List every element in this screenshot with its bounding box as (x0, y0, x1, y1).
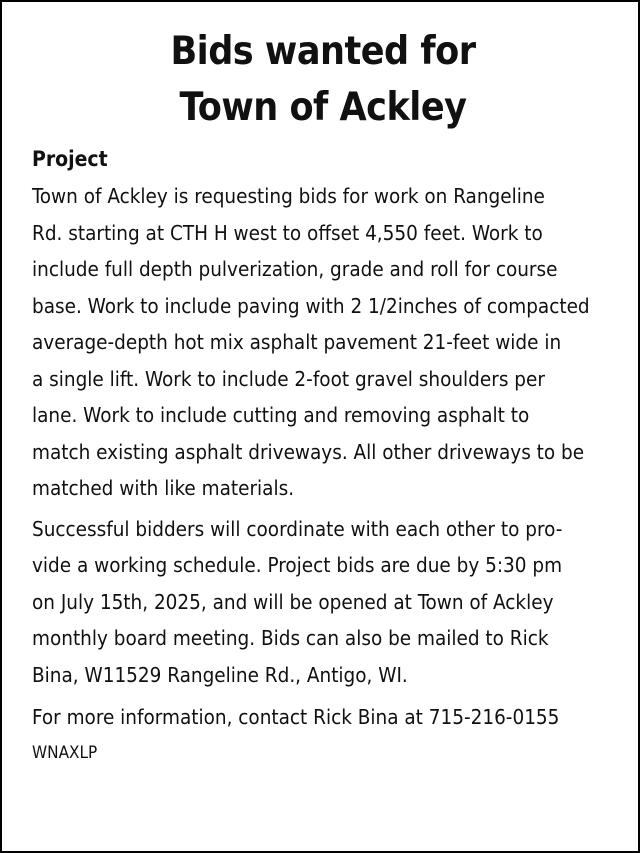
paragraph-2-line: monthly board meeting. Bids can also be mailed to Rick (32, 626, 549, 650)
ad-code: WNAXLP (32, 742, 98, 763)
paragraph-1-line: base. Work to include paving with 2 1/2inches of compacted (32, 293, 590, 318)
paragraph-2-line: Successful bidders will coordinate with each other to pro- (32, 516, 563, 541)
contact-info: For more information, contact Rick Bina at 715-216-0155 (32, 705, 560, 729)
paragraph-1-line: lane. Work to include cutting and removing asphalt to (32, 403, 530, 427)
paragraph-1-line: Rd. starting at CTH H west to offset 4,550 feet. Work to (32, 220, 543, 245)
paragraph-1-line: match existing asphalt driveways. All other driveways to be (32, 439, 585, 464)
title-line-2: Town of Ackley (179, 85, 467, 130)
paragraph-1-line: average-depth hot mix asphalt pavement 21-feet wide in (32, 330, 562, 354)
project-description-paragraph (32, 178, 614, 507)
title-line-1: Bids wanted for (170, 29, 476, 74)
paragraph-2-line: Bina, W11529 Rangeline Rd., Antigo, WI. (32, 662, 408, 687)
paragraph-1-line: matched with like materials. (32, 476, 295, 500)
paragraph-1-line: a single lift. Work to include 2-foot gravel shoulders per (32, 366, 545, 391)
paragraph-2-line: on July 15th, 2025, and will be opened at Town of Ackley (32, 589, 554, 614)
section-heading-project: Project (32, 147, 108, 171)
paragraph-1-line: include full depth pulverization, grade and roll for course (32, 257, 558, 281)
paragraph-2-line: vide a working schedule. Project bids are due by 5:30 pm (32, 553, 563, 577)
bid-schedule-paragraph (32, 511, 614, 694)
notice-title (32, 24, 614, 136)
paragraph-1-line: Town of Ackley is requesting bids for work on Rangeline (32, 184, 545, 208)
